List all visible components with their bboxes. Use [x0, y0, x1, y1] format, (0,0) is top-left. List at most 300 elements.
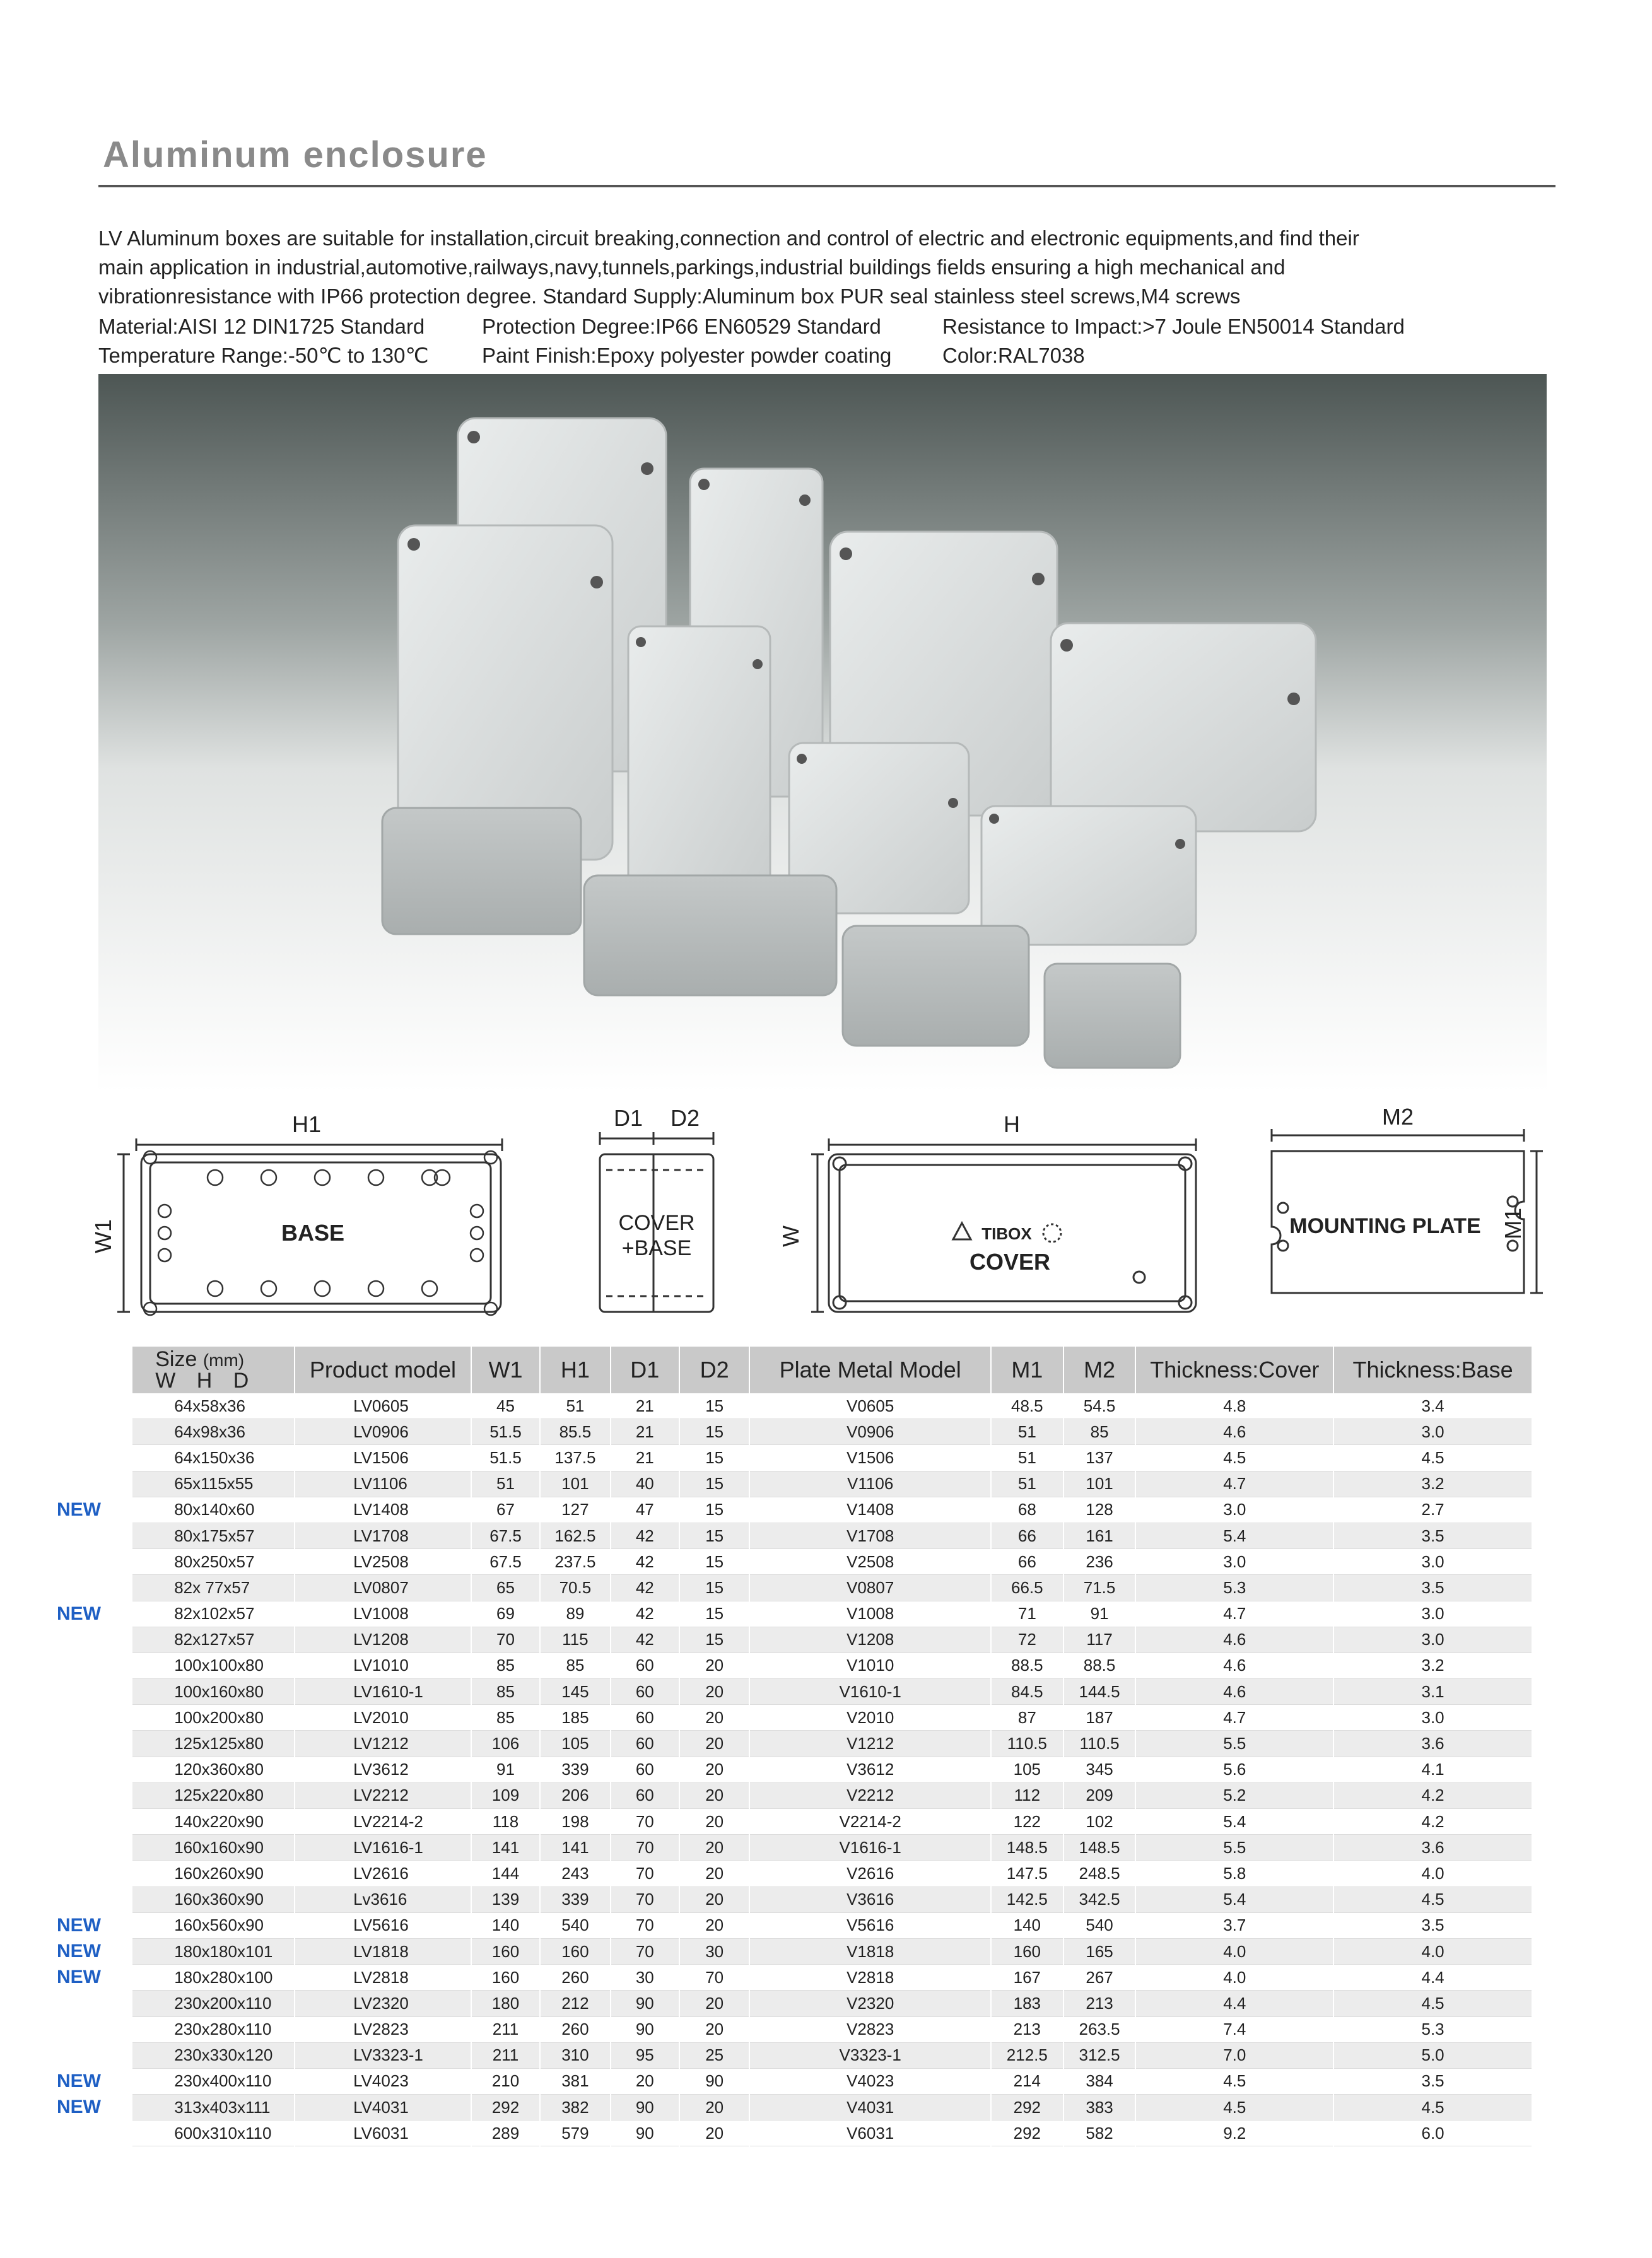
cell-plate: V1010 [749, 1653, 991, 1678]
table-row [57, 1912, 1532, 1938]
cell-w1: 109 [471, 1782, 540, 1808]
cell-m2: 345 [1063, 1757, 1136, 1782]
brand-logo-icon [953, 1223, 971, 1239]
header-m1: M1 [991, 1347, 1063, 1393]
table-row [57, 2068, 1532, 2094]
cell-m2: 213 [1063, 1991, 1136, 2016]
cell-d2: 20 [679, 1782, 749, 1808]
cell-d2: 90 [679, 2068, 749, 2094]
cell-thickness-base: 4.4 [1333, 1965, 1532, 1991]
cell-m2: 88.5 [1063, 1653, 1136, 1678]
cell-size: 80x140x60 [132, 1497, 295, 1523]
cell-d1: 60 [611, 1653, 679, 1678]
cell-d2: 20 [679, 1809, 749, 1835]
new-badge [57, 1757, 132, 1782]
cell-plate: V0906 [749, 1419, 991, 1445]
cell-w1: 180 [471, 1991, 540, 2016]
cell-thickness-cover: 5.8 [1135, 1861, 1333, 1887]
cell-d1: 42 [611, 1627, 679, 1653]
cell-model: LV2818 [295, 1965, 471, 1991]
cell-w1: 70 [471, 1627, 540, 1653]
cell-size: 64x58x36 [132, 1393, 295, 1419]
cell-w1: 292 [471, 2095, 540, 2121]
table-row [57, 2016, 1532, 2042]
page-title: Aluminum enclosure [103, 134, 488, 175]
cell-thickness-cover: 4.6 [1135, 1679, 1333, 1705]
table-row [57, 2042, 1532, 2068]
cell-m1: 66 [991, 1549, 1063, 1575]
cell-m1: 212.5 [991, 2042, 1063, 2068]
cell-w1: 69 [471, 1601, 540, 1627]
cell-size: 82x 77x57 [132, 1575, 295, 1601]
cell-thickness-base: 4.5 [1333, 1887, 1532, 1912]
cell-thickness-cover: 5.5 [1135, 1835, 1333, 1861]
cell-size: 100x160x80 [132, 1679, 295, 1705]
cell-d1: 70 [611, 1938, 679, 1964]
side-d1-label: D1 [613, 1105, 643, 1131]
cell-thickness-cover: 4.5 [1135, 2095, 1333, 2121]
cell-size: 100x100x80 [132, 1653, 295, 1678]
cell-m2: 71.5 [1063, 1575, 1136, 1601]
cell-d1: 42 [611, 1523, 679, 1548]
new-badge [57, 1523, 132, 1548]
cell-model: Lv3616 [295, 1887, 471, 1912]
cell-m2: 101 [1063, 1471, 1136, 1497]
cell-h1: 339 [540, 1757, 610, 1782]
cell-model: LV1818 [295, 1938, 471, 1964]
cell-thickness-base: 3.2 [1333, 1471, 1532, 1497]
new-badge [57, 1887, 132, 1912]
cell-thickness-base: 3.5 [1333, 2068, 1532, 2094]
cell-d2: 20 [679, 1861, 749, 1887]
cell-size: 140x220x90 [132, 1809, 295, 1835]
table-row [57, 1809, 1532, 1835]
cell-model: LV1212 [295, 1731, 471, 1757]
cell-d1: 70 [611, 1861, 679, 1887]
cell-model: LV2320 [295, 1991, 471, 2016]
cell-w1: 140 [471, 1912, 540, 1938]
cell-model: LV1008 [295, 1601, 471, 1627]
cell-m1: 71 [991, 1601, 1063, 1627]
header-thickness-cover: Thickness:Cover [1135, 1347, 1333, 1393]
cell-thickness-base: 4.5 [1333, 2095, 1532, 2121]
cell-d2: 15 [679, 1523, 749, 1548]
cell-plate: V1408 [749, 1497, 991, 1523]
header-w1: W1 [471, 1347, 540, 1393]
cell-size: 160x260x90 [132, 1861, 295, 1887]
table-row [57, 1887, 1532, 1912]
cell-d1: 70 [611, 1887, 679, 1912]
cell-size: 80x175x57 [132, 1523, 295, 1548]
cell-m1: 160 [991, 1938, 1063, 1964]
intro-line: LV Aluminum boxes are suitable for installation,circuit breaking,connection and control of electric and electronic equipments,and find their [98, 226, 1359, 250]
cell-m2: 582 [1063, 2121, 1136, 2146]
cell-thickness-base: 3.0 [1333, 1549, 1532, 1575]
table-row [57, 1497, 1532, 1523]
cell-thickness-cover: 4.6 [1135, 1627, 1333, 1653]
cell-thickness-cover: 4.5 [1135, 2068, 1333, 2094]
cell-m1: 66 [991, 1523, 1063, 1548]
cell-plate: V0605 [749, 1393, 991, 1419]
cell-m1: 142.5 [991, 1887, 1063, 1912]
header-plate: Plate Metal Model [749, 1347, 991, 1393]
cell-w1: 289 [471, 2121, 540, 2146]
header-thickness-base: Thickness:Base [1333, 1347, 1532, 1393]
cell-d1: 60 [611, 1705, 679, 1731]
cell-size: 82x127x57 [132, 1627, 295, 1653]
table-row [57, 1419, 1532, 1445]
cell-plate: V4023 [749, 2068, 991, 2094]
cell-thickness-cover: 3.0 [1135, 1549, 1333, 1575]
cell-w1: 210 [471, 2068, 540, 2094]
cell-w1: 85 [471, 1679, 540, 1705]
cell-thickness-cover: 5.6 [1135, 1757, 1333, 1782]
cell-m1: 183 [991, 1991, 1063, 2016]
cell-d2: 20 [679, 1705, 749, 1731]
cell-d1: 42 [611, 1549, 679, 1575]
cell-h1: 579 [540, 2121, 610, 2146]
cell-thickness-base: 4.2 [1333, 1809, 1532, 1835]
cell-plate: V2508 [749, 1549, 991, 1575]
cell-m1: 48.5 [991, 1393, 1063, 1419]
cell-w1: 211 [471, 2042, 540, 2068]
cell-size: 230x330x120 [132, 2042, 295, 2068]
cell-m1: 72 [991, 1627, 1063, 1653]
cell-d2: 25 [679, 2042, 749, 2068]
cell-w1: 67 [471, 1497, 540, 1523]
cell-d1: 47 [611, 1497, 679, 1523]
cell-thickness-base: 3.1 [1333, 1679, 1532, 1705]
cell-thickness-cover: 4.6 [1135, 1419, 1333, 1445]
new-badge: NEW [57, 1912, 132, 1938]
table-row [57, 1938, 1532, 1964]
cell-model: LV4031 [295, 2095, 471, 2121]
cell-d1: 70 [611, 1912, 679, 1938]
cell-d1: 95 [611, 2042, 679, 2068]
cell-plate: V2212 [749, 1782, 991, 1808]
cell-m1: 292 [991, 2121, 1063, 2146]
new-badge: NEW [57, 1938, 132, 1964]
cell-d1: 60 [611, 1731, 679, 1757]
cell-thickness-cover: 3.7 [1135, 1912, 1333, 1938]
cell-model: LV1106 [295, 1471, 471, 1497]
cell-w1: 91 [471, 1757, 540, 1782]
table-row [57, 1549, 1532, 1575]
cell-h1: 160 [540, 1938, 610, 1964]
cell-m1: 122 [991, 1809, 1063, 1835]
cell-m1: 68 [991, 1497, 1063, 1523]
table-row [57, 1705, 1532, 1731]
cell-m2: 267 [1063, 1965, 1136, 1991]
cell-size: 100x200x80 [132, 1705, 295, 1731]
cell-plate: V6031 [749, 2121, 991, 2146]
cell-m2: 384 [1063, 2068, 1136, 2094]
cover-h-label: H [1004, 1111, 1020, 1137]
cell-size: 313x403x111 [132, 2095, 295, 2121]
cell-size: 65x115x55 [132, 1471, 295, 1497]
cell-plate: V1616-1 [749, 1835, 991, 1861]
cell-h1: 89 [540, 1601, 610, 1627]
cell-d2: 20 [679, 2016, 749, 2042]
cell-m2: 540 [1063, 1912, 1136, 1938]
cell-model: LV5616 [295, 1912, 471, 1938]
cell-w1: 160 [471, 1965, 540, 1991]
spec-impact: Resistance to Impact:>7 Joule EN50014 Standard [942, 315, 1405, 338]
new-badge [57, 2121, 132, 2146]
cell-h1: 381 [540, 2068, 610, 2094]
cell-d1: 21 [611, 1445, 679, 1471]
cell-plate: V3323-1 [749, 2042, 991, 2068]
cover-brand-label: TIBOX [981, 1224, 1032, 1243]
cell-thickness-base: 3.6 [1333, 1835, 1532, 1861]
table-row [57, 1601, 1532, 1627]
cell-m2: 91 [1063, 1601, 1136, 1627]
cell-w1: 85 [471, 1653, 540, 1678]
cell-d1: 60 [611, 1782, 679, 1808]
cell-h1: 85.5 [540, 1419, 610, 1445]
cell-m2: 117 [1063, 1627, 1136, 1653]
spec-temperature: Temperature Range:-50℃ to 130℃ [98, 344, 429, 367]
cell-m2: 144.5 [1063, 1679, 1136, 1705]
spec-row [98, 312, 1549, 341]
cell-thickness-base: 3.6 [1333, 1731, 1532, 1757]
cell-thickness-cover: 4.4 [1135, 1991, 1333, 2016]
cell-m1: 84.5 [991, 1679, 1063, 1705]
cell-m2: 187 [1063, 1705, 1136, 1731]
cell-d2: 20 [679, 1887, 749, 1912]
cell-thickness-cover: 5.5 [1135, 1731, 1333, 1757]
cell-thickness-cover: 3.0 [1135, 1497, 1333, 1523]
table-row [57, 2095, 1532, 2121]
table-row [57, 1861, 1532, 1887]
cell-model: LV6031 [295, 2121, 471, 2146]
cell-model: LV1708 [295, 1523, 471, 1548]
new-badge [57, 1731, 132, 1757]
table-row [57, 2121, 1532, 2146]
cell-plate: V3616 [749, 1887, 991, 1912]
cell-w1: 65 [471, 1575, 540, 1601]
cell-size: 160x560x90 [132, 1912, 295, 1938]
cell-h1: 310 [540, 2042, 610, 2068]
cell-plate: V1106 [749, 1471, 991, 1497]
new-badge [57, 2016, 132, 2042]
new-badge: NEW [57, 2068, 132, 2094]
table-row [57, 1445, 1532, 1471]
cell-h1: 101 [540, 1471, 610, 1497]
cell-d2: 20 [679, 2121, 749, 2146]
intro-text [98, 224, 1549, 311]
cell-thickness-base: 2.7 [1333, 1497, 1532, 1523]
cell-h1: 137.5 [540, 1445, 610, 1471]
cell-m1: 213 [991, 2016, 1063, 2042]
cell-d2: 15 [679, 1497, 749, 1523]
product-photo [98, 374, 1547, 1092]
new-badge [57, 1393, 132, 1419]
cell-thickness-base: 3.0 [1333, 1601, 1532, 1627]
cell-size: 600x310x110 [132, 2121, 295, 2146]
cell-h1: 243 [540, 1861, 610, 1887]
cell-m2: 209 [1063, 1782, 1136, 1808]
cell-d1: 20 [611, 2068, 679, 2094]
cell-d1: 70 [611, 1809, 679, 1835]
cover-center-label: COVER [969, 1249, 1051, 1275]
cell-plate: V1610-1 [749, 1679, 991, 1705]
table-row [57, 1471, 1532, 1497]
cell-m2: 263.5 [1063, 2016, 1136, 2042]
spec-list [98, 312, 1549, 370]
new-badge [57, 2042, 132, 2068]
cell-size: 230x200x110 [132, 1991, 295, 2016]
cell-d2: 20 [679, 1912, 749, 1938]
cell-d2: 15 [679, 1393, 749, 1419]
cell-m1: 167 [991, 1965, 1063, 1991]
cell-size: 120x360x80 [132, 1757, 295, 1782]
cell-w1: 106 [471, 1731, 540, 1757]
cell-w1: 67.5 [471, 1549, 540, 1575]
new-badge [57, 1549, 132, 1575]
header-h1: H1 [540, 1347, 610, 1393]
new-badge [57, 1575, 132, 1601]
cell-plate: V1708 [749, 1523, 991, 1548]
cell-thickness-base: 3.5 [1333, 1575, 1532, 1601]
cell-size: 125x220x80 [132, 1782, 295, 1808]
cell-m2: 102 [1063, 1809, 1136, 1835]
cell-h1: 141 [540, 1835, 610, 1861]
cell-thickness-cover: 5.3 [1135, 1575, 1333, 1601]
new-badge [57, 1419, 132, 1445]
cell-h1: 382 [540, 2095, 610, 2121]
cell-m1: 51 [991, 1445, 1063, 1471]
cell-m2: 312.5 [1063, 2042, 1136, 2068]
new-badge [57, 1471, 132, 1497]
cell-size: 82x102x57 [132, 1601, 295, 1627]
base-h1-label: H1 [291, 1111, 322, 1137]
cell-thickness-cover: 5.4 [1135, 1523, 1333, 1548]
cell-thickness-cover: 4.6 [1135, 1653, 1333, 1678]
cell-thickness-base: 3.0 [1333, 1705, 1532, 1731]
table-row [57, 1991, 1532, 2016]
cell-h1: 260 [540, 2016, 610, 2042]
cell-thickness-cover: 4.5 [1135, 1445, 1333, 1471]
cell-thickness-base: 5.3 [1333, 2016, 1532, 2042]
cell-m1: 147.5 [991, 1861, 1063, 1887]
cell-m2: 54.5 [1063, 1393, 1136, 1419]
new-badge: NEW [57, 1965, 132, 1991]
cell-m1: 66.5 [991, 1575, 1063, 1601]
cell-w1: 139 [471, 1887, 540, 1912]
cell-model: LV4023 [295, 2068, 471, 2094]
cell-w1: 51.5 [471, 1445, 540, 1471]
cell-w1: 144 [471, 1861, 540, 1887]
cell-d2: 20 [679, 1731, 749, 1757]
table-body [57, 1393, 1532, 2146]
new-badge [57, 1991, 132, 2016]
cell-thickness-base: 3.5 [1333, 1523, 1532, 1548]
table-row [57, 1575, 1532, 1601]
cell-d2: 15 [679, 1471, 749, 1497]
cell-h1: 145 [540, 1679, 610, 1705]
spec-paint: Paint Finish:Epoxy polyester powder coating [482, 344, 892, 367]
cell-size: 160x160x90 [132, 1835, 295, 1861]
cell-d2: 30 [679, 1938, 749, 1964]
title-divider [98, 185, 1555, 187]
cell-d1: 30 [611, 1965, 679, 1991]
table-row [57, 1731, 1532, 1757]
cell-d2: 70 [679, 1965, 749, 1991]
specification-table [57, 1347, 1533, 2146]
cell-w1: 67.5 [471, 1523, 540, 1548]
header-d1: D1 [611, 1347, 679, 1393]
cell-d2: 15 [679, 1445, 749, 1471]
table-row [57, 1523, 1532, 1548]
cell-plate: V1208 [749, 1627, 991, 1653]
cell-plate: V1818 [749, 1938, 991, 1964]
cell-d1: 90 [611, 2016, 679, 2042]
cell-thickness-cover: 4.0 [1135, 1965, 1333, 1991]
cell-model: LV3612 [295, 1757, 471, 1782]
new-badge [57, 1445, 132, 1471]
cell-d2: 20 [679, 1679, 749, 1705]
cell-plate: V4031 [749, 2095, 991, 2121]
cell-size: 80x250x57 [132, 1549, 295, 1575]
new-badge [57, 1809, 132, 1835]
cell-model: LV2823 [295, 2016, 471, 2042]
header-size-sub: W H D [155, 1369, 257, 1393]
cell-h1: 115 [540, 1627, 610, 1653]
cell-h1: 260 [540, 1965, 610, 1991]
cell-model: LV2616 [295, 1861, 471, 1887]
new-badge: NEW [57, 1601, 132, 1627]
new-badge: NEW [57, 1497, 132, 1523]
cell-thickness-base: 4.0 [1333, 1861, 1532, 1887]
cell-m2: 148.5 [1063, 1835, 1136, 1861]
cell-size: 64x98x36 [132, 1419, 295, 1445]
cell-size: 230x400x110 [132, 2068, 295, 2094]
cell-w1: 211 [471, 2016, 540, 2042]
spec-row [98, 341, 1549, 370]
cell-thickness-cover: 4.7 [1135, 1471, 1333, 1497]
cell-thickness-cover: 7.0 [1135, 2042, 1333, 2068]
cell-h1: 198 [540, 1809, 610, 1835]
header-size [132, 1347, 295, 1393]
cell-m2: 110.5 [1063, 1731, 1136, 1757]
cell-m1: 112 [991, 1782, 1063, 1808]
cell-m2: 236 [1063, 1549, 1136, 1575]
cell-m1: 88.5 [991, 1653, 1063, 1678]
cell-m2: 342.5 [1063, 1887, 1136, 1912]
table-row [57, 1627, 1532, 1653]
cell-model: LV0906 [295, 1419, 471, 1445]
cell-thickness-base: 4.1 [1333, 1757, 1532, 1782]
cell-m2: 383 [1063, 2095, 1136, 2121]
cell-m1: 51 [991, 1471, 1063, 1497]
cell-d2: 15 [679, 1549, 749, 1575]
spec-color: Color:RAL7038 [942, 344, 1085, 367]
cell-plate: V1008 [749, 1601, 991, 1627]
cell-d2: 20 [679, 1653, 749, 1678]
cell-size: 125x125x80 [132, 1731, 295, 1757]
header-size-unit: (mm) [202, 1350, 245, 1370]
cell-model: LV1208 [295, 1627, 471, 1653]
cell-model: LV2214-2 [295, 1809, 471, 1835]
cell-d2: 20 [679, 1835, 749, 1861]
cell-size: 230x280x110 [132, 2016, 295, 2042]
cell-thickness-cover: 4.7 [1135, 1601, 1333, 1627]
table-row [57, 1782, 1532, 1808]
cell-thickness-cover: 4.7 [1135, 1705, 1333, 1731]
cell-size: 180x180x101 [132, 1938, 295, 1964]
cell-m1: 148.5 [991, 1835, 1063, 1861]
